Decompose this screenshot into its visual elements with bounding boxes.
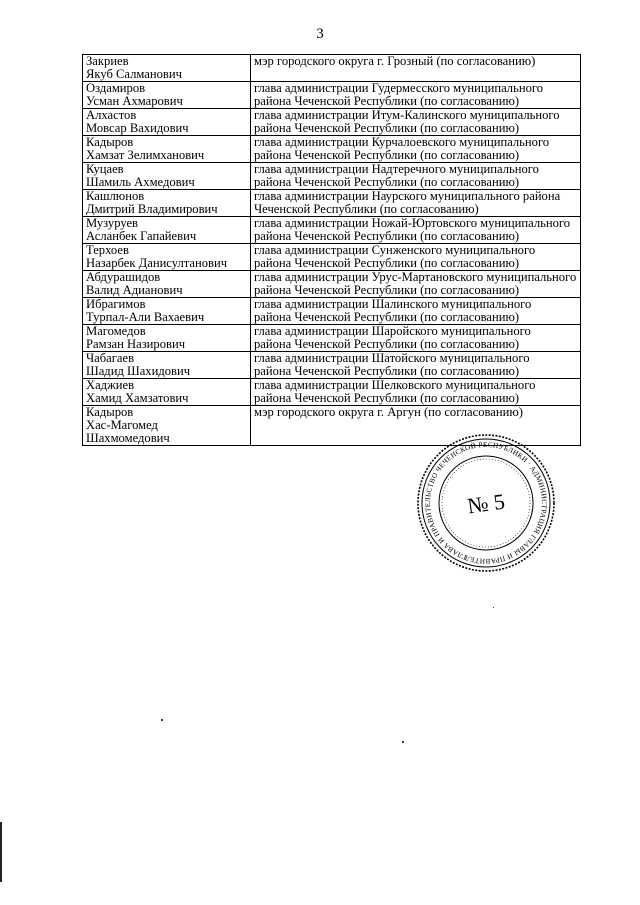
table-row bbox=[83, 136, 581, 163]
member-position-cell bbox=[251, 217, 581, 244]
member-name-line: Оздамиров bbox=[86, 81, 146, 95]
member-position-line: района Чеченской Республики (по согласованию) bbox=[254, 391, 520, 405]
member-name-line: Усман Ахмарович bbox=[86, 94, 183, 108]
member-position-line: мэр городского округа г. Грозный (по согласованию) bbox=[254, 54, 536, 68]
member-position-line: района Чеченской Республики (по согласованию) bbox=[254, 121, 520, 135]
member-name-line: Асланбек Гапайевич bbox=[86, 229, 197, 243]
member-position-line: района Чеченской Республики (по согласованию) bbox=[254, 256, 520, 270]
member-position-cell bbox=[251, 136, 581, 163]
table-row bbox=[83, 325, 581, 352]
member-position-cell bbox=[251, 55, 581, 82]
member-name-line: Терхоев bbox=[86, 243, 129, 257]
member-name-line: Чабагаев bbox=[86, 351, 135, 365]
member-position-line: района Чеченской Республики (по согласованию) bbox=[254, 310, 520, 324]
member-name-line: Хамзат Зелимханович bbox=[86, 148, 205, 162]
member-position-line: глава администрации Гудермесского муниципального bbox=[254, 81, 544, 95]
member-position-cell bbox=[251, 82, 581, 109]
member-position-line: мэр городского округа г. Аргун (по согласованию) bbox=[254, 405, 523, 419]
seal-ring-text: ГЛАВА И ПРАВИТЕЛЬСТВО ЧЕЧЕНСКОЙ РЕСПУБЛИКИ · АДМИНИСТРАЦИЯ ГЛАВЫ И ПРАВИТЕЛЬСТВА bbox=[423, 440, 549, 566]
member-name-line: Рамзан Назирович bbox=[86, 337, 186, 351]
scan-speck bbox=[161, 719, 163, 721]
member-name-line: Куцаев bbox=[86, 162, 124, 176]
member-name-line: Дмитрий Владимирович bbox=[86, 202, 218, 216]
member-name-line: Хас-Магомед bbox=[86, 418, 158, 432]
table-row bbox=[83, 190, 581, 217]
member-name-line: Якуб Салманович bbox=[86, 67, 182, 81]
member-position-line: глава администрации Сунженского муниципального bbox=[254, 243, 536, 257]
table-row bbox=[83, 298, 581, 325]
member-name-line: Музуруев bbox=[86, 216, 138, 230]
member-position-cell bbox=[251, 244, 581, 271]
member-name-cell bbox=[83, 136, 251, 163]
member-name-line: Ибрагимов bbox=[86, 297, 146, 311]
member-name-line: Шамиль Ахмедович bbox=[86, 175, 195, 189]
member-name-line: Хаджиев bbox=[86, 378, 135, 392]
table-row bbox=[83, 82, 581, 109]
member-position-cell bbox=[251, 352, 581, 379]
member-position-line: района Чеченской Республики (по согласованию) bbox=[254, 364, 520, 378]
member-position-line: района Чеченской Республики (по согласованию) bbox=[254, 229, 520, 243]
member-name-cell bbox=[83, 109, 251, 136]
member-name-line: Алхастов bbox=[86, 108, 137, 122]
member-position-cell bbox=[251, 190, 581, 217]
member-position-cell bbox=[251, 298, 581, 325]
member-name-cell bbox=[83, 82, 251, 109]
table-row bbox=[83, 109, 581, 136]
member-position-line: глава администрации Курчалоевского муниципального bbox=[254, 135, 550, 149]
member-position-line: Чеченской Республики (по согласованию) bbox=[254, 202, 479, 216]
member-name-line: Закриев bbox=[86, 54, 129, 68]
member-name-cell bbox=[83, 217, 251, 244]
member-position-line: глава администрации Надтеречного муниципального bbox=[254, 162, 539, 176]
member-name-line: Абдурашидов bbox=[86, 270, 161, 284]
member-name-line: Кадыров bbox=[86, 135, 134, 149]
member-name-line: Магомедов bbox=[86, 324, 146, 338]
member-name-cell bbox=[83, 352, 251, 379]
member-name-cell bbox=[83, 163, 251, 190]
scan-speck bbox=[493, 607, 494, 608]
scan-edge-mark bbox=[0, 822, 2, 882]
member-name-line: Назарбек Данисултанович bbox=[86, 256, 228, 270]
member-position-line: глава администрации Ножай-Юртовского муниципального bbox=[254, 216, 571, 230]
member-position-line: глава администрации Наурского муниципального района bbox=[254, 189, 561, 203]
member-position-cell bbox=[251, 163, 581, 190]
member-position-cell bbox=[251, 379, 581, 406]
member-name-line: Валид Адианович bbox=[86, 283, 183, 297]
member-position-line: района Чеченской Республики (по согласованию) bbox=[254, 283, 520, 297]
member-name-line: Турпал-Али Вахаевич bbox=[86, 310, 205, 324]
member-name-line: Шадид Шахидович bbox=[86, 364, 191, 378]
seal-number: № 5 bbox=[465, 488, 507, 519]
member-position-line: района Чеченской Республики (по согласованию) bbox=[254, 94, 520, 108]
table-row bbox=[83, 379, 581, 406]
member-name-cell bbox=[83, 379, 251, 406]
member-name-cell bbox=[83, 406, 251, 446]
member-name-cell bbox=[83, 55, 251, 82]
table-row bbox=[83, 217, 581, 244]
member-position-cell bbox=[251, 109, 581, 136]
member-name-line: Кадыров bbox=[86, 405, 134, 419]
page-number: 3 bbox=[316, 26, 324, 42]
member-name-line: Кашлюнов bbox=[86, 189, 145, 203]
member-position-line: района Чеченской Республики (по согласованию) bbox=[254, 148, 520, 162]
member-name-line: Шахмомедович bbox=[86, 431, 170, 445]
member-position-line: района Чеченской Республики (по согласованию) bbox=[254, 337, 520, 351]
member-position-line: глава администрации Шалинского муниципального bbox=[254, 297, 532, 311]
member-name-cell bbox=[83, 190, 251, 217]
table-row bbox=[83, 244, 581, 271]
seal-graphic bbox=[416, 433, 556, 573]
member-name-cell bbox=[83, 244, 251, 271]
table-row bbox=[83, 55, 581, 82]
member-position-line: глава администрации Шаройского муниципального bbox=[254, 324, 531, 338]
member-name-cell bbox=[83, 325, 251, 352]
scan-speck bbox=[402, 741, 404, 743]
member-position-cell bbox=[251, 325, 581, 352]
members-table bbox=[82, 54, 581, 446]
member-position-line: глава администрации Итум-Калинского муниципального bbox=[254, 108, 560, 122]
member-name-line: Хамид Хамзатович bbox=[86, 391, 189, 405]
table-row bbox=[83, 352, 581, 379]
member-name-cell bbox=[83, 271, 251, 298]
member-position-line: глава администрации Шелковского муниципального bbox=[254, 378, 536, 392]
member-name-cell bbox=[83, 298, 251, 325]
member-position-line: глава администрации Урус-Мартановского муниципального bbox=[254, 270, 577, 284]
member-position-line: района Чеченской Республики (по согласованию) bbox=[254, 175, 520, 189]
table-row bbox=[83, 163, 581, 190]
member-position-line: глава администрации Шатойского муниципального bbox=[254, 351, 530, 365]
member-name-line: Мовсар Вахидович bbox=[86, 121, 189, 135]
table-row bbox=[83, 271, 581, 298]
member-position-cell bbox=[251, 271, 581, 298]
official-seal bbox=[416, 433, 556, 573]
